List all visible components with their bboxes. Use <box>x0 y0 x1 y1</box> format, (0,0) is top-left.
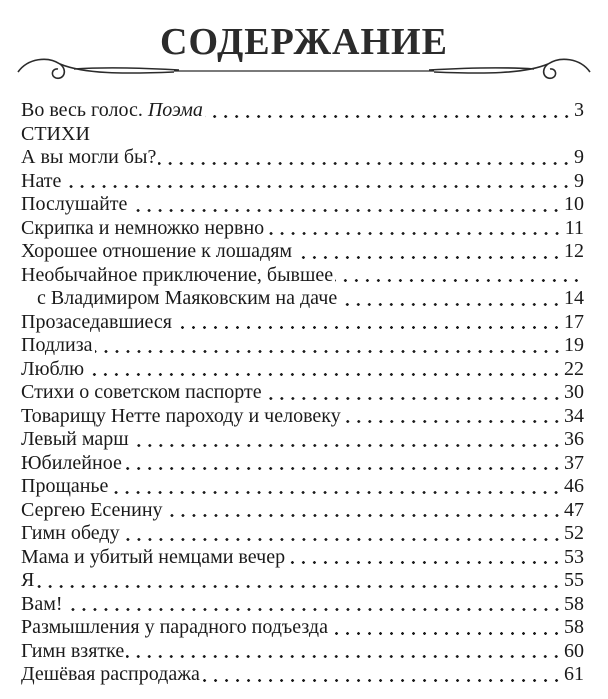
toc-entry <box>21 663 584 687</box>
dot-leader <box>65 593 562 617</box>
dot-leader <box>294 240 562 264</box>
toc-entry <box>21 405 584 429</box>
entry-title <box>21 499 163 523</box>
entry-title-text: Я <box>21 569 35 591</box>
dot-leader <box>158 146 572 170</box>
page-number: 14 <box>564 287 584 309</box>
entry-title-text: Гимн обеду <box>21 522 120 544</box>
dot-leader <box>129 193 562 217</box>
page-number: 11 <box>564 216 584 239</box>
dot-leader <box>287 546 562 570</box>
dot-leader <box>174 311 562 335</box>
page-number: 34 <box>564 404 584 427</box>
entry-title <box>21 311 172 335</box>
toc-entry <box>21 334 584 358</box>
page-number: 58 <box>564 616 584 638</box>
dot-leader <box>36 569 562 593</box>
dot-leader <box>124 452 562 476</box>
dot-leader <box>131 428 562 452</box>
entry-title <box>21 264 333 288</box>
toc-entry <box>21 546 584 570</box>
entry-title-text: Прощанье <box>21 475 109 497</box>
page-number: 12 <box>564 240 584 262</box>
entry-title <box>21 287 337 311</box>
entry-title <box>21 405 341 429</box>
entry-title <box>21 358 84 382</box>
page-number: 10 <box>564 193 584 215</box>
entry-title-text: Юбилейное <box>21 451 122 474</box>
entry-title-text: Люблю <box>21 357 85 380</box>
page-number: 9 <box>574 169 584 192</box>
entry-title <box>21 240 292 264</box>
entry-title-text: Дешёвая распродажа <box>21 663 200 685</box>
entry-title-text: Во весь голос. <box>21 99 148 121</box>
flourish-ornament <box>14 48 594 88</box>
dot-leader <box>165 499 562 523</box>
toc-entry <box>21 428 584 452</box>
dot-leader <box>86 358 562 382</box>
entry-title <box>21 569 34 593</box>
entry-title-text: с Владимиром Маяковским на даче <box>37 287 338 309</box>
toc-entry <box>21 170 584 194</box>
toc-entry <box>21 616 584 640</box>
entry-title-text: Нате <box>21 169 62 192</box>
entry-title <box>21 170 61 194</box>
toc-entry <box>21 99 584 123</box>
entry-title-text: Стихи о советском паспорте <box>21 381 262 403</box>
entry-title <box>21 546 285 570</box>
entry-title <box>21 475 108 499</box>
page-number: 46 <box>564 475 584 497</box>
page-number: 61 <box>564 663 584 685</box>
dot-leader <box>339 287 562 311</box>
toc-entry <box>21 287 584 311</box>
toc-entry <box>21 475 584 499</box>
entry-title <box>21 99 203 123</box>
entry-title-text: Вам! <box>21 592 63 615</box>
entry-title-text: А вы могли бы? <box>21 146 157 168</box>
toc-entry <box>21 146 584 170</box>
dot-leader <box>202 663 562 687</box>
dot-leader <box>266 217 563 241</box>
toc-entry <box>21 569 584 593</box>
toc-entry <box>21 193 584 217</box>
dot-leader <box>122 522 562 546</box>
dot-leader <box>63 170 572 194</box>
entry-title <box>21 381 262 405</box>
entry-title-text: Хорошее отношение к лошадям <box>21 240 293 262</box>
dot-leader <box>335 264 582 288</box>
entry-title-text: Гимн взятке <box>21 639 125 662</box>
page-title: СОДЕРЖАНИЕ <box>160 21 448 63</box>
toc-entry <box>21 452 584 476</box>
entry-title-text: Размышления у парадного подъезда <box>21 616 328 638</box>
toc-entry <box>21 240 584 264</box>
toc-entry <box>21 381 584 405</box>
page-number: 17 <box>564 310 584 333</box>
page-number: 36 <box>564 428 584 450</box>
entry-title-text: Левый марш <box>21 428 129 450</box>
entry-title <box>21 193 127 217</box>
page-number: 3 <box>574 99 584 121</box>
toc-entry <box>21 499 584 523</box>
page-number: 55 <box>564 569 584 591</box>
page-number: 37 <box>564 451 584 474</box>
toc-entry <box>21 358 584 382</box>
toc-entry <box>21 217 584 241</box>
entry-title-text: Товарищу Нетте пароходу и человеку <box>21 404 341 427</box>
toc-entry <box>21 311 584 335</box>
entry-title <box>21 616 328 640</box>
page-number: 60 <box>564 639 584 662</box>
dot-leader <box>264 381 562 405</box>
entry-title <box>21 593 63 617</box>
entry-title <box>21 428 129 452</box>
page-number: 52 <box>564 522 584 544</box>
entry-title-text: Сергею Есенину <box>21 498 163 521</box>
toc-entry <box>21 640 584 664</box>
entry-title-text: Подлиза <box>21 334 93 356</box>
entry-title-text: Мама и убитый немцами вечер <box>21 545 286 568</box>
page-number: 58 <box>564 592 584 615</box>
page-number: 30 <box>564 381 584 403</box>
entry-title <box>21 146 156 170</box>
dot-leader <box>95 334 562 358</box>
page-number: 22 <box>564 357 584 380</box>
entry-title <box>21 217 264 241</box>
entry-title <box>21 522 120 546</box>
entry-title-text: Прозаседавшиеся <box>21 310 173 333</box>
page-number: 53 <box>564 545 584 568</box>
entry-title <box>21 334 93 358</box>
entry-title-text: Скрипка и немножко нервно <box>21 216 265 239</box>
dot-leader <box>110 475 562 499</box>
entry-title <box>21 640 124 664</box>
section-heading: СТИХИ <box>21 122 90 145</box>
toc-entry <box>21 593 584 617</box>
toc-entry <box>21 264 584 288</box>
entry-title <box>21 452 122 476</box>
dot-leader <box>330 616 562 640</box>
dot-leader <box>343 405 562 429</box>
dot-leader <box>205 99 572 123</box>
entry-title-text: Необычайное приключение, бывшее <box>21 263 334 286</box>
page-number: 19 <box>564 334 584 356</box>
dot-leader <box>126 640 562 664</box>
toc-entry <box>21 522 584 546</box>
entry-title <box>21 663 200 687</box>
entry-title-text: Послушайте <box>21 193 128 215</box>
page-number: 9 <box>574 146 584 168</box>
entry-title-italic: Поэма <box>147 99 203 121</box>
page-number: 47 <box>564 498 584 521</box>
table-of-contents <box>21 99 584 687</box>
